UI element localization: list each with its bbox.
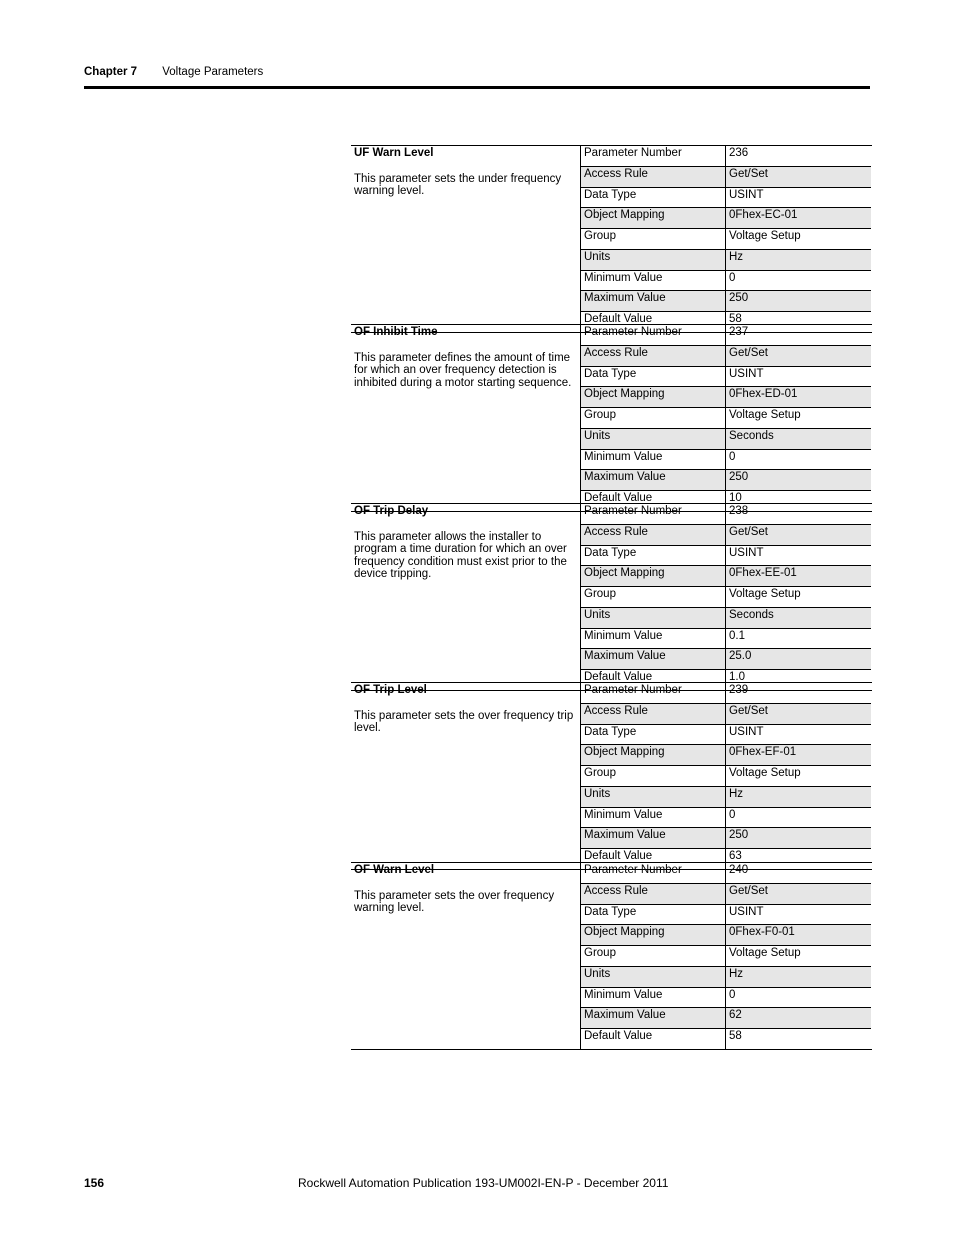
attribute-label: Minimum Value [581, 629, 726, 649]
parameter-block [351, 145, 872, 333]
table-row [581, 429, 871, 450]
attribute-label: Default Value [581, 849, 726, 869]
parameter-name: OF Inhibit Time [354, 326, 438, 338]
attribute-label: Units [581, 608, 726, 628]
attribute-value: 63 [729, 850, 742, 863]
parameter-description-cell [354, 683, 578, 735]
attribute-label: Parameter Number [581, 863, 726, 883]
attribute-value: 250 [729, 829, 749, 842]
parameter-description-cell [354, 325, 578, 389]
chapter-title: Voltage Parameters [162, 66, 264, 78]
table-row [581, 766, 871, 787]
table-row [581, 725, 871, 746]
attribute-value: Get/Set [729, 525, 768, 538]
attribute-value: 0 [729, 271, 736, 284]
table-row [581, 1029, 871, 1049]
table-row [581, 167, 871, 188]
attribute-value: Hz [729, 250, 744, 263]
attribute-label: Maximum Value [581, 649, 726, 669]
attribute-label: Maximum Value [581, 1008, 726, 1028]
attribute-label: Maximum Value [581, 828, 726, 848]
attribute-label: Access Rule [581, 884, 726, 904]
table-row [581, 683, 871, 704]
attribute-label: Units [581, 967, 726, 987]
table-row [581, 208, 871, 229]
parameter-description: This parameter defines the amount of time for which an over frequency detection is inhibited during a motor starting sequence. [354, 351, 572, 389]
table-row [581, 1008, 871, 1029]
header-rule [84, 86, 870, 89]
table-row [581, 608, 871, 629]
table-row [581, 587, 871, 608]
table-row [581, 967, 871, 988]
attribute-label: Default Value [581, 312, 726, 332]
attribute-value: USINT [729, 905, 764, 918]
table-row [581, 291, 871, 312]
attribute-label: Access Rule [581, 346, 726, 366]
parameter-description: This parameter sets the under frequency warning level. [354, 172, 562, 197]
parameter-name: OF Trip Level [354, 684, 427, 696]
attribute-label: Object Mapping [581, 387, 726, 407]
table-row [581, 704, 871, 725]
attribute-label: Access Rule [581, 167, 726, 187]
table-row [581, 450, 871, 471]
attribute-label: Default Value [581, 670, 726, 690]
attribute-value: Voltage Setup [729, 947, 801, 960]
table-row [581, 828, 871, 849]
parameter-attributes-table [580, 325, 871, 511]
table-row [581, 745, 871, 766]
attribute-label: Object Mapping [581, 925, 726, 945]
table-row [581, 787, 871, 808]
attribute-label: Units [581, 429, 726, 449]
parameter-name: OF Warn Level [354, 864, 435, 876]
attribute-label: Object Mapping [581, 208, 726, 228]
attribute-value: 58 [729, 1030, 742, 1043]
attribute-value: 0 [729, 988, 736, 1001]
attribute-label: Data Type [581, 905, 726, 925]
table-row [581, 649, 871, 670]
attribute-value: Voltage Setup [729, 767, 801, 780]
table-row [581, 946, 871, 967]
attribute-value: Get/Set [729, 884, 768, 897]
table-row [581, 504, 871, 525]
running-header [84, 66, 263, 78]
attribute-label: Minimum Value [581, 450, 726, 470]
attribute-value: Seconds [729, 429, 774, 442]
parameter-block [351, 324, 872, 512]
attribute-value: Seconds [729, 608, 774, 621]
attribute-value: 0.1 [729, 629, 745, 642]
attribute-label: Group [581, 229, 726, 249]
attribute-label: Default Value [581, 1029, 726, 1049]
table-row [581, 925, 871, 946]
attribute-label: Parameter Number [581, 325, 726, 345]
attribute-value: 62 [729, 1009, 742, 1022]
parameter-description-cell [354, 146, 578, 198]
attribute-value: USINT [729, 546, 764, 559]
parameter-description: This parameter allows the installer to program a time duration for which an over frequency condition must exist prior to the device tripping. [354, 530, 567, 580]
parameter-description: This parameter sets the over frequency trip level. [354, 709, 574, 734]
attribute-label: Object Mapping [581, 566, 726, 586]
attribute-label: Group [581, 946, 726, 966]
attribute-value: 1.0 [729, 671, 745, 684]
attribute-label: Maximum Value [581, 470, 726, 490]
table-row [581, 229, 871, 250]
parameter-description: This parameter sets the over frequency warning level. [354, 889, 555, 914]
attribute-label: Parameter Number [581, 504, 726, 524]
attribute-value: 239 [729, 684, 749, 696]
publication-info: Rockwell Automation Publication 193-UM002I-EN-P - December 2011 [298, 1176, 669, 1190]
attribute-label: Maximum Value [581, 291, 726, 311]
attribute-label: Group [581, 408, 726, 428]
attribute-value: 0 [729, 808, 736, 821]
attribute-label: Access Rule [581, 704, 726, 724]
attribute-label: Parameter Number [581, 146, 726, 166]
attribute-label: Access Rule [581, 525, 726, 545]
table-row [581, 863, 871, 884]
attribute-value: 250 [729, 292, 749, 305]
attribute-value: 236 [729, 147, 749, 159]
table-row [581, 346, 871, 367]
attribute-value: Voltage Setup [729, 588, 801, 601]
parameter-attributes-table [580, 683, 871, 869]
attribute-value: Hz [729, 787, 744, 800]
parameter-description-cell [354, 863, 578, 915]
attribute-label: Data Type [581, 546, 726, 566]
parameter-name: OF Trip Delay [354, 505, 429, 517]
table-row [581, 629, 871, 650]
table-row [581, 188, 871, 209]
attribute-value: Hz [729, 967, 744, 980]
attribute-label: Default Value [581, 491, 726, 511]
table-row [581, 470, 871, 491]
parameter-description-cell [354, 504, 578, 581]
table-row [581, 988, 871, 1009]
attribute-value: Get/Set [729, 167, 768, 180]
attribute-value: 0 [729, 450, 736, 463]
attribute-value: 0Fhex-ED-01 [729, 388, 798, 401]
attribute-value: Voltage Setup [729, 230, 801, 243]
page-number: 156 [84, 1176, 105, 1190]
table-row [581, 884, 871, 905]
attribute-value: Voltage Setup [729, 409, 801, 422]
parameter-attributes-table [580, 504, 871, 690]
attribute-value: 250 [729, 471, 749, 484]
attribute-label: Object Mapping [581, 745, 726, 765]
table-row [581, 146, 871, 167]
attribute-value: 240 [729, 864, 749, 876]
attribute-label: Group [581, 587, 726, 607]
attribute-label: Minimum Value [581, 808, 726, 828]
table-row [581, 387, 871, 408]
table-row [581, 408, 871, 429]
attribute-value: USINT [729, 188, 764, 201]
attribute-label: Data Type [581, 188, 726, 208]
parameter-attributes-table [580, 863, 871, 1049]
attribute-value: 237 [729, 326, 749, 338]
attribute-value: 0Fhex-F0-01 [729, 926, 795, 939]
attribute-value: 10 [729, 492, 742, 505]
table-row [581, 546, 871, 567]
table-row [581, 250, 871, 271]
attribute-value: Get/Set [729, 704, 768, 717]
table-row [581, 525, 871, 546]
parameter-block [351, 862, 872, 1050]
parameter-attributes-table [580, 146, 871, 332]
attribute-label: Parameter Number [581, 683, 726, 703]
table-row [581, 271, 871, 292]
table-row [581, 566, 871, 587]
attribute-label: Minimum Value [581, 988, 726, 1008]
attribute-value: USINT [729, 367, 764, 380]
attribute-label: Group [581, 766, 726, 786]
attribute-label: Data Type [581, 725, 726, 745]
parameter-name: UF Warn Level [354, 147, 434, 159]
attribute-label: Data Type [581, 367, 726, 387]
parameter-block [351, 503, 872, 691]
chapter-label: Chapter 7 [84, 66, 138, 78]
attribute-value: 0Fhex-EC-01 [729, 209, 798, 222]
table-row [581, 905, 871, 926]
table-row [581, 808, 871, 829]
table-row [581, 367, 871, 388]
attribute-value: 0Fhex-EE-01 [729, 567, 797, 580]
attribute-value: 25.0 [729, 650, 752, 663]
parameter-block [351, 682, 872, 870]
attribute-value: 58 [729, 313, 742, 326]
attribute-value: USINT [729, 725, 764, 738]
attribute-value: Get/Set [729, 346, 768, 359]
attribute-label: Units [581, 787, 726, 807]
table-row [581, 325, 871, 346]
attribute-label: Minimum Value [581, 271, 726, 291]
attribute-value: 0Fhex-EF-01 [729, 746, 797, 759]
attribute-label: Units [581, 250, 726, 270]
attribute-value: 238 [729, 505, 749, 517]
